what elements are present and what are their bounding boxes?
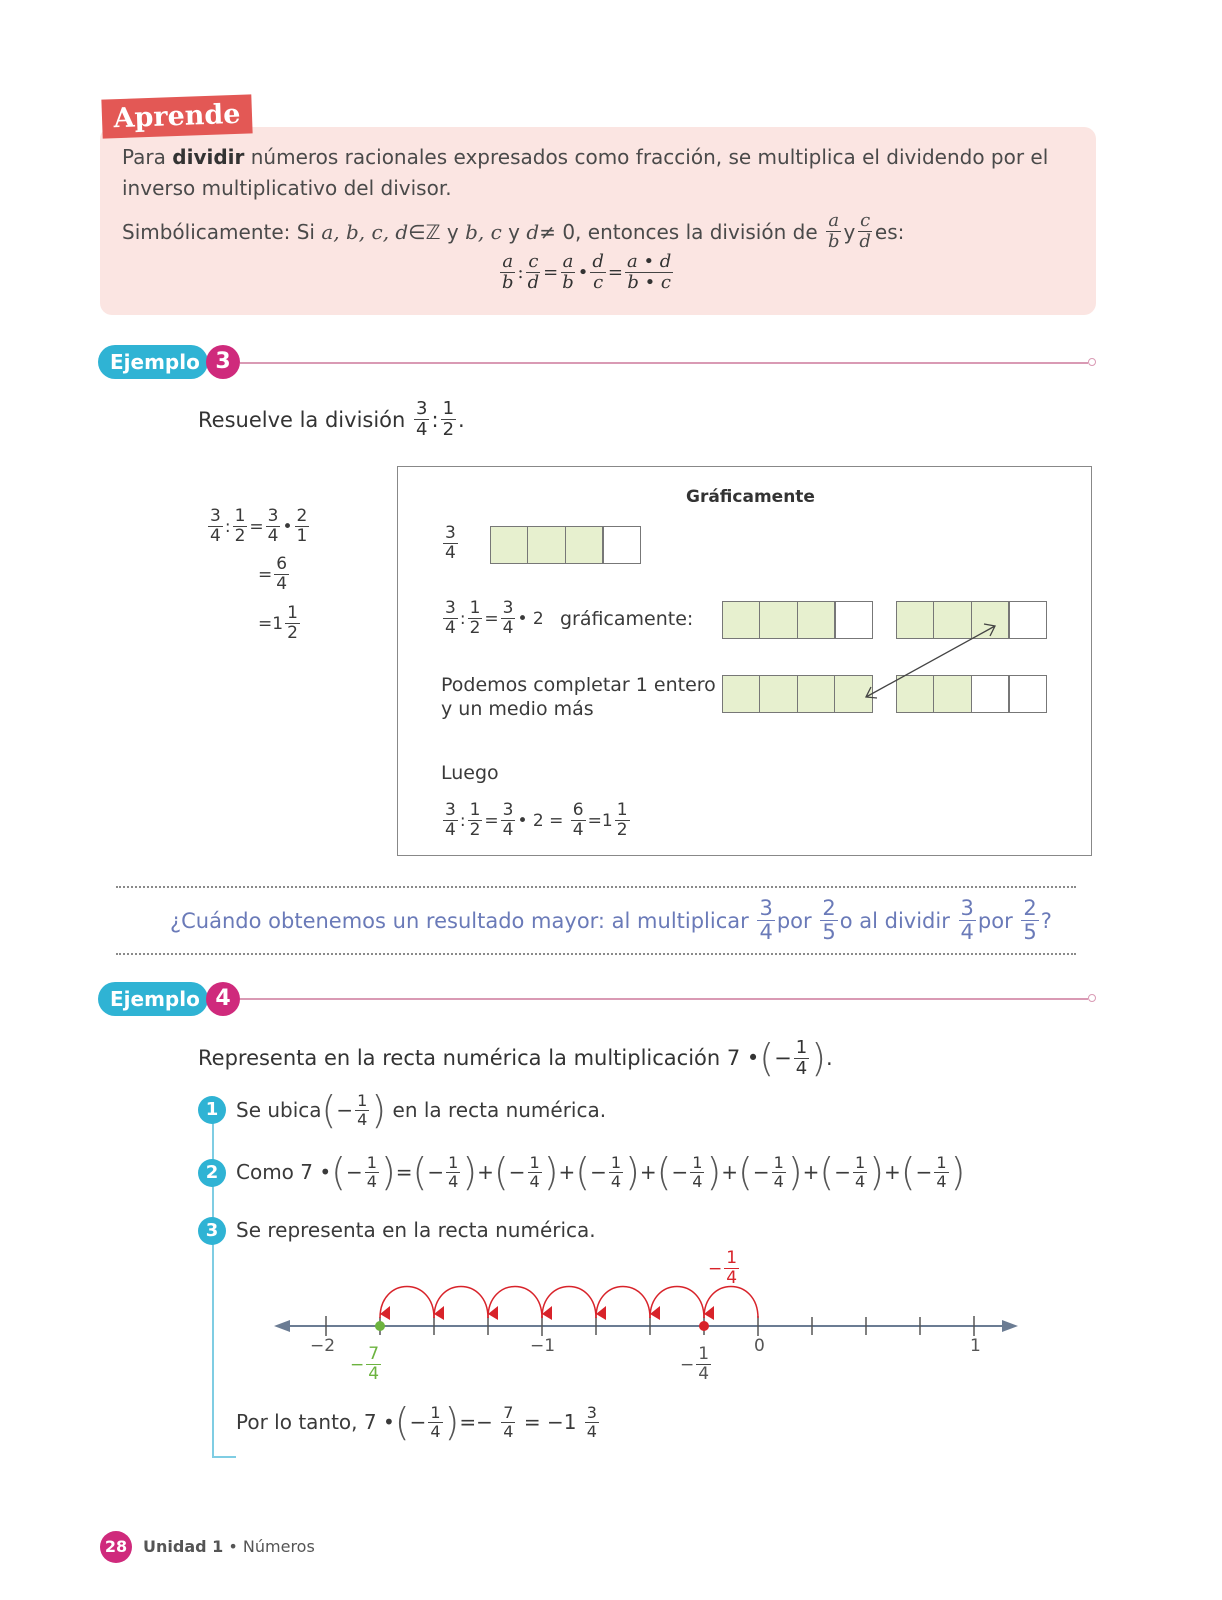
minus: − (345, 1160, 363, 1184)
operator: : (431, 407, 439, 432)
fraction: $\frac{6}{4}$ (276, 554, 288, 594)
minus: − (546, 1410, 564, 1434)
fraction: $\frac{1}{4}$ (698, 1344, 710, 1384)
paren: ) (787, 1150, 803, 1194)
operator: = (258, 613, 273, 634)
conclusion-text: Por lo tanto, 7 • (236, 1410, 395, 1434)
label-minus-7-4 (350, 1346, 383, 1383)
minus: − (680, 1354, 695, 1375)
minus: − (708, 1258, 723, 1279)
fraction: $\frac{1}{2}$ (234, 506, 246, 546)
aprende-vars: b, c (465, 219, 502, 244)
operator: = (607, 262, 624, 283)
paren: ) (380, 1150, 396, 1194)
operator: • (282, 516, 293, 537)
fraction: $\frac{a}{b}$ (562, 251, 574, 293)
period: . (458, 407, 465, 432)
paren: ( (819, 1150, 835, 1194)
paren: ( (321, 1088, 337, 1132)
ejemplo-4-pill: Ejemplo (98, 982, 208, 1016)
operator: + (639, 1160, 657, 1184)
paren: ( (738, 1150, 753, 1194)
fraction: $\frac{3}{4}$ (267, 506, 279, 546)
fraction: 3 4 (960, 896, 974, 944)
aprende-tag: Aprende (101, 94, 252, 138)
operator: • (577, 262, 589, 283)
fraction (772, 1152, 786, 1191)
fraction: 1 2 (287, 603, 298, 643)
operator: = (549, 810, 564, 831)
label-minus-1-4-above (708, 1250, 741, 1287)
fraction: $\frac{1}{2}$ (469, 598, 481, 638)
paren: ) (811, 1036, 827, 1080)
fraction: 3 4 (759, 896, 773, 944)
fraction (853, 1152, 867, 1191)
question-text: o al dividir (839, 908, 950, 933)
aprende-text: y (501, 219, 527, 244)
label-minus-1-4-below (680, 1346, 713, 1383)
fraction: 3 4 (445, 598, 456, 638)
reflection-question (170, 898, 1052, 943)
operator: = (587, 810, 602, 831)
paren: ) (706, 1150, 722, 1194)
fraction: 1 2 (442, 398, 455, 440)
operator: + (558, 1160, 576, 1184)
operator: = (258, 564, 273, 585)
paren: ( (656, 1150, 672, 1194)
minus: − (774, 1046, 792, 1070)
period: . (826, 1046, 833, 1070)
operator: = (484, 810, 499, 831)
paren: ( (493, 1150, 509, 1194)
aprende-text: Simbólicamente: Si (122, 219, 315, 244)
complete-line-1: Podemos completar 1 entero (441, 674, 716, 696)
minus: − (915, 1160, 933, 1184)
paren: ( (412, 1150, 428, 1194)
step-3-badge: 3 (198, 1217, 226, 1245)
operator: + (802, 1160, 820, 1184)
minus: − (350, 1354, 365, 1375)
fraction-a-b: a b (828, 210, 840, 252)
minus: − (590, 1160, 607, 1184)
tick-label: −1 (530, 1336, 556, 1356)
minus: − (508, 1160, 526, 1184)
denominator: 4 (610, 1171, 622, 1191)
paren: ( (331, 1150, 346, 1194)
numerator: 1 (936, 1152, 947, 1172)
operator: = (459, 1410, 477, 1434)
fraction-c-d: c d (859, 210, 871, 252)
fraction (365, 1152, 379, 1191)
aprende-text: y (843, 219, 856, 244)
tick-label: 0 (754, 1336, 765, 1356)
paren: ) (543, 1150, 559, 1194)
minus: − (476, 1410, 493, 1434)
footer-bullet: • (228, 1537, 238, 1556)
fraction: 3 4 (445, 800, 456, 840)
minus: − (336, 1098, 354, 1122)
paren: ) (950, 1150, 966, 1194)
operator: = (484, 608, 499, 629)
fraction (528, 1152, 542, 1191)
operator: • (517, 608, 528, 629)
minus: − (834, 1160, 851, 1184)
point-minus-1-4 (699, 1321, 709, 1331)
ejemplo-4-number: 4 (206, 982, 240, 1016)
paren: ) (869, 1150, 885, 1194)
fraction: 2 5 (822, 896, 836, 944)
operator: + (884, 1160, 901, 1184)
question-text: por (776, 908, 812, 933)
ejemplo-3-number: 3 (206, 345, 240, 379)
luego-label: Luego (441, 762, 499, 784)
operator: = (523, 1410, 541, 1434)
operator: = (543, 262, 559, 283)
numerator: 1 (366, 1152, 377, 1172)
question-text: ¿Cuándo obtenemos un resultado mayor: al multiplicar (170, 908, 749, 933)
fraction: 2 1 (296, 506, 308, 546)
whole-number: 1 (563, 1410, 577, 1434)
ejemplo-4-prompt (198, 1036, 833, 1080)
fraction: 3 4 (416, 398, 428, 440)
step-2-text (236, 1150, 965, 1194)
whole-number: 1 (272, 613, 284, 634)
footer-text (143, 1537, 315, 1556)
fraction: $\frac{3}{4}$ (445, 523, 456, 563)
aprende-vars: a, b, c, d (321, 219, 409, 244)
paren: ) (625, 1150, 640, 1194)
section-divider (240, 998, 1088, 1000)
dotted-rule-bottom (116, 953, 1076, 955)
operator: : (224, 516, 231, 537)
fraction: 1 2 (616, 800, 628, 840)
aprende-vars: d (526, 219, 540, 244)
denominator: 4 (366, 1171, 377, 1191)
divider-end-dot (1088, 994, 1096, 1002)
paren: ( (575, 1150, 591, 1194)
denominator: 4 (448, 1171, 459, 1191)
numerator: 1 (529, 1152, 540, 1172)
dotted-rule-top (116, 886, 1076, 888)
step-text: en la recta numérica. (392, 1098, 607, 1122)
number: 2 (532, 608, 544, 629)
numerator: 1 (610, 1152, 622, 1172)
minus: − (427, 1160, 445, 1184)
ejemplo-3-pill: Ejemplo (98, 345, 208, 379)
fraction: a b (502, 251, 514, 293)
fraction: $\frac{d}{c}$ (592, 251, 604, 293)
step-3-text: Se representa en la recta numérica. (236, 1218, 596, 1242)
operator: : (459, 810, 466, 831)
step-text: Se ubica (236, 1098, 322, 1122)
question-mark: ? (1040, 908, 1052, 933)
denominator: 4 (936, 1171, 947, 1191)
paren: ( (759, 1036, 775, 1080)
denominator: 4 (773, 1171, 784, 1191)
operator: + (477, 1160, 494, 1184)
point-minus-7-4 (375, 1321, 385, 1331)
paren: ) (462, 1150, 478, 1194)
aprende-paragraph-2: inverso multiplicativo del divisor. (122, 176, 452, 200)
number: 2 (532, 810, 544, 831)
denominator: 4 (692, 1171, 703, 1191)
denominator: 4 (529, 1171, 540, 1191)
fraction: $\frac{7}{4}$ (503, 1402, 514, 1441)
denominator: 4 (855, 1171, 866, 1191)
graphic-title: Gráficamente (686, 487, 815, 507)
steps-line-end (212, 1456, 236, 1458)
tick-label: 1 (970, 1336, 981, 1356)
number-line (0, 1230, 1222, 1390)
graficamente-label: gráficamente: (559, 607, 694, 630)
numerator: 1 (448, 1152, 459, 1172)
fraction: 3 4 (586, 1402, 597, 1441)
fraction: $\frac{1}{4}$ (795, 1036, 808, 1079)
fraction: 2 5 (1023, 896, 1037, 944)
step-1-text (236, 1088, 606, 1132)
minus: − (671, 1160, 689, 1184)
footer-topic: Números (242, 1537, 315, 1556)
step-text: Como 7 • (236, 1160, 332, 1184)
fraction (934, 1152, 948, 1191)
complete-line-2: y un medio más (441, 698, 594, 720)
aprende-text: es: (874, 219, 905, 244)
operator: + (721, 1160, 739, 1184)
fraction: $\frac{1}{4}$ (357, 1090, 368, 1129)
step-1-badge: 1 (198, 1096, 226, 1124)
fraction: 3 4 (210, 506, 221, 546)
tick-label: −2 (310, 1336, 336, 1356)
whole-number: 1 (601, 810, 613, 831)
fraction: $\frac{1}{4}$ (726, 1248, 738, 1288)
numerator: 1 (692, 1152, 703, 1172)
prompt-text: Representa en la recta numérica la multiplicación 7 • (198, 1046, 760, 1070)
fraction: $\frac{1}{2}$ (469, 800, 481, 840)
paren: ) (371, 1088, 387, 1132)
operator: : (517, 262, 524, 283)
step-2-badge: 2 (198, 1159, 226, 1187)
axis-arrow-left (274, 1320, 290, 1332)
numerator: 1 (773, 1152, 784, 1172)
page-number: 28 (100, 1531, 132, 1563)
aprende-text: Para (122, 145, 173, 169)
footer-unit: Unidad 1 (143, 1537, 224, 1556)
fraction: $\frac{a • d}{b • c}$ (627, 251, 672, 293)
paren: ( (394, 1400, 410, 1444)
aprende-text: ≠ 0, entonces la división de (539, 219, 818, 244)
fraction (690, 1152, 704, 1191)
minus: − (409, 1410, 427, 1434)
fraction: $\frac{c}{d}$ (527, 251, 540, 293)
luego-expression (441, 802, 632, 839)
fraction (446, 1152, 460, 1191)
paren: ( (900, 1150, 916, 1194)
operator: • (517, 810, 528, 831)
aprende-text: ∈ℤ y (408, 219, 459, 244)
fraction: $\frac{1}{4}$ (430, 1402, 441, 1441)
aprende-text: números racionales expresados como fracción, se multiplica el dividendo por el (244, 145, 1049, 169)
fraction: $\frac{3}{4}$ (502, 800, 514, 840)
numerator: 1 (855, 1152, 866, 1172)
fraction: $\frac{6}{4}$ (572, 800, 584, 840)
question-text: por (977, 908, 1013, 933)
aprende-bold-word: dividir (172, 145, 245, 169)
fraction (609, 1152, 623, 1191)
operator: = (395, 1160, 413, 1184)
operator: : (459, 608, 466, 629)
paren: ) (444, 1400, 460, 1444)
fraction: $\frac{7}{4}$ (368, 1344, 380, 1384)
prompt-text: Resuelve la división (198, 407, 406, 432)
operator: = (249, 516, 264, 537)
axis-arrow-right (1002, 1320, 1018, 1332)
fraction: $\frac{3}{4}$ (502, 598, 514, 638)
conclusion (236, 1400, 601, 1444)
minus: − (752, 1160, 770, 1184)
